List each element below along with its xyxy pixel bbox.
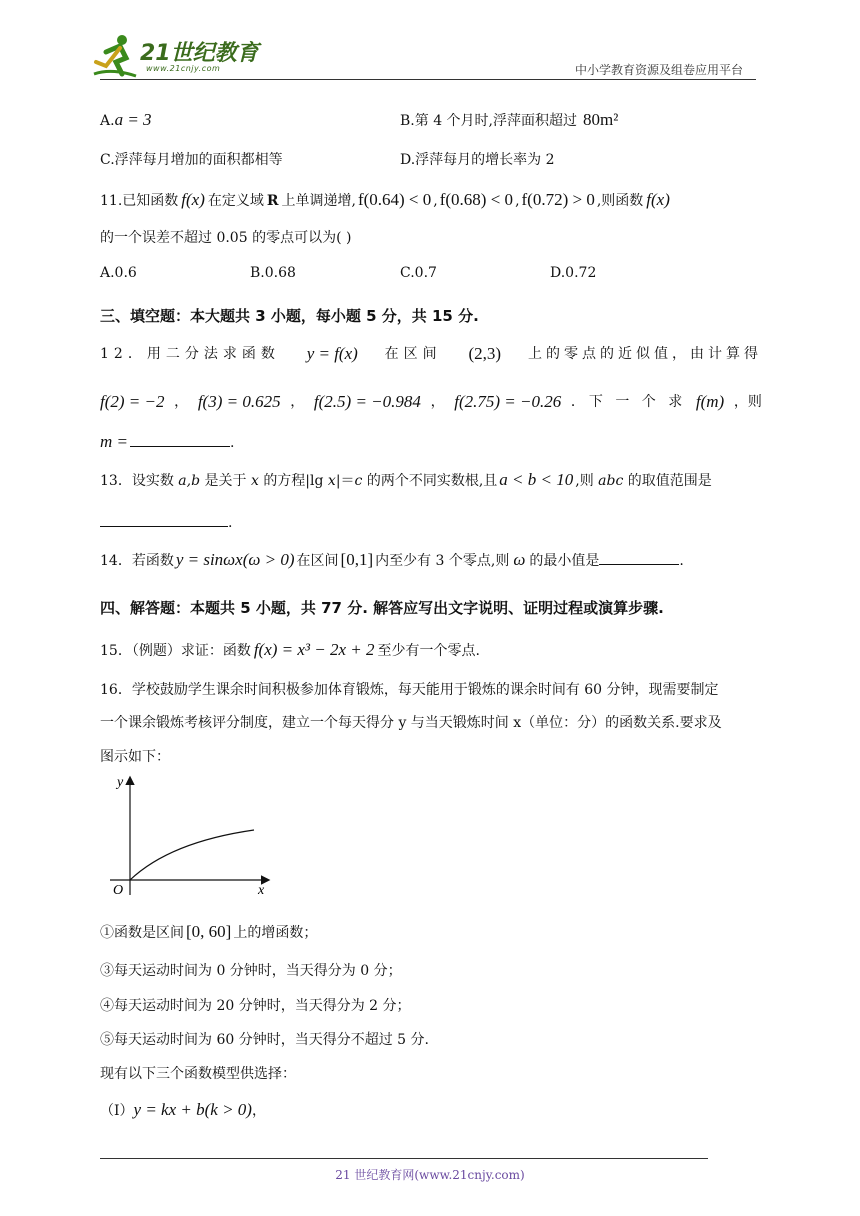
logo-url: www.21cnjy.com xyxy=(146,64,221,73)
q10-option-c: C.浮萍每月增加的面积都相等 xyxy=(100,152,283,168)
graph-x-label: x xyxy=(258,883,265,898)
logo-text: 21世纪教育 xyxy=(140,41,259,66)
q11-option-a: A.0.6 xyxy=(100,265,137,281)
q14-answer-blank[interactable] xyxy=(599,550,679,565)
q10-option-b: B.第 4 个月时,浮萍面积超过 80m² xyxy=(400,110,619,129)
q13-answer-blank[interactable] xyxy=(100,512,228,527)
section-4-heading: 四、解答题：本题共 5 小题，共 77 分. 解答应写出文字说明、证明过程或演算步骤. xyxy=(100,599,664,617)
q11-option-b: B.0.68 xyxy=(250,265,296,281)
header-rule xyxy=(100,79,756,80)
q12-line3: m = . xyxy=(100,432,235,451)
q11-line2: 的一个误差不超过 0.05 的零点可以为( ) xyxy=(100,230,352,246)
q10-option-d: D.浮萍每月的增长率为 2 xyxy=(400,152,555,168)
q16-requirement-3: ③每天运动时间为 0 分钟时，当天得分为 0 分； xyxy=(100,963,402,979)
q16-requirement-1: ①函数是区间 [0, 60] 上的增函数； xyxy=(100,922,318,941)
graph-y-label: y xyxy=(117,775,124,790)
q13-line1: 13．设实数 a,b 是关于 x 的方程|lg x|＝c 的两个不同实数根,且 a < b < 10 ,则 abc 的取值范围是 xyxy=(100,470,712,489)
section-3-heading: 三、填空题：本大题共 3 小题，每小题 5 分，共 15 分. xyxy=(100,307,479,325)
q16-requirement-4: ④每天运动时间为 20 分钟时，当天得分为 2 分； xyxy=(100,998,411,1014)
platform-name: 中小学教育资源及组卷应用平台 xyxy=(575,63,744,77)
q16-line2: 一个课余锻炼考核评分制度，建立一个每天得分 y 与当天锻炼时间 x（单位：分）的函数关系.要求及 xyxy=(100,715,722,731)
logo xyxy=(92,30,262,80)
q16-model-1: （Ⅰ）y = kx + b(k > 0)， xyxy=(100,1100,266,1119)
q16-line3: 图示如下： xyxy=(100,749,170,765)
q16-requirement-5: ⑤每天运动时间为 60 分钟时，当天得分不超过 5 分. xyxy=(100,1032,429,1048)
q12-answer-blank[interactable] xyxy=(130,432,230,447)
q13-line2: . xyxy=(100,512,232,533)
footer-text[interactable]: 21 世纪教育网(www.21cnjy.com) xyxy=(335,1168,525,1182)
graph-origin-label: O xyxy=(113,883,124,898)
q10-option-a: A.a = 3 xyxy=(100,110,152,129)
q15-line1: 15．（例题）求证：函数 f(x) = x³ − 2x + 2 至少有一个零点. xyxy=(100,640,480,659)
q11-option-c: C.0.7 xyxy=(400,265,437,281)
q12-line1: 12．用二分法求函数 y = f(x) 在区间 (2,3) 上的零点的近似值，由计算得 xyxy=(100,344,762,363)
q12-line2: f(2) = −2 ， f(3) = 0.625 ， f(2.5) = −0.984 ， f(2.75) = −0.26 ．下 一 个 求 f(m) ，则 xyxy=(100,392,762,411)
q16-graph xyxy=(100,770,280,900)
graph-curve xyxy=(130,830,254,880)
footer-rule xyxy=(100,1158,708,1159)
runner-logo-icon xyxy=(92,32,138,78)
q11-option-d: D.0.72 xyxy=(550,265,597,281)
q11-line1: 11.已知函数 f(x) 在定义域 R 上单调递增, f(0.64) < 0 , f(0.68) < 0 , f(0.72) > 0 ,则函数 f(x) xyxy=(100,190,670,209)
q16-models-intro: 现有以下三个函数模型供选择： xyxy=(100,1066,296,1082)
q14-line1: 14．若函数 y = sinωx(ω > 0) 在区间 [0,1] 内至少有 3 个零点,则 ω 的最小值是 . xyxy=(100,550,684,569)
q16-line1: 16．学校鼓励学生课余时间积极参加体育锻炼，每天能用于锻炼的课余时间有 60 分钟，现需要制定 xyxy=(100,682,719,698)
